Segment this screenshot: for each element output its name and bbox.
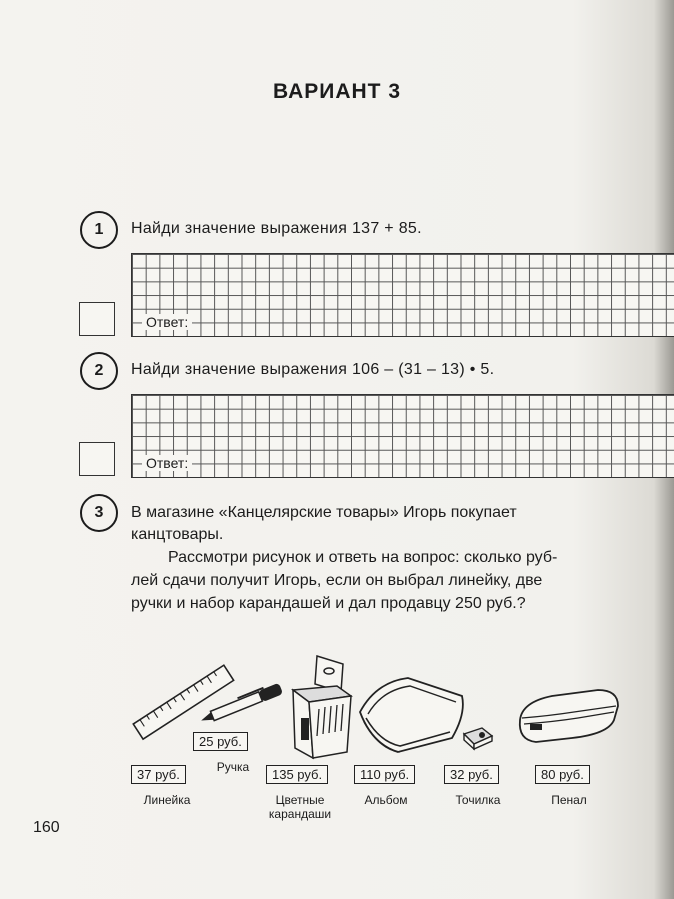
task-1-answer-grid[interactable] xyxy=(131,253,674,337)
pencil-case-label: Пенал xyxy=(551,793,587,807)
task-3-number: 3 xyxy=(80,494,118,532)
colored-pencils-box-icon xyxy=(281,654,361,762)
task-1-answer-label: Ответ: xyxy=(142,314,192,330)
sharpener-label: Точилка xyxy=(455,793,501,807)
pen-price: 25 руб. xyxy=(193,732,248,751)
colored-pencils-price: 135 руб. xyxy=(266,765,328,784)
task-2-text: Найди значение выражения 106 – (31 – 13) • 5. xyxy=(131,361,495,378)
ruler-price: 37 руб. xyxy=(131,765,186,784)
album-price: 110 руб. xyxy=(354,765,415,784)
task-1-score-box[interactable] xyxy=(79,302,115,336)
task-3-line-2: канцтовары. xyxy=(131,526,224,543)
task-3-line-1: В магазине «Канцелярские товары» Игорь покупает xyxy=(131,504,517,521)
pen-label: Ручка xyxy=(216,760,250,774)
task-2-score-box[interactable] xyxy=(79,442,115,476)
page-title: ВАРИАНТ 3 xyxy=(272,80,402,103)
task-2-answer-grid[interactable] xyxy=(131,394,674,478)
task-3-line-5: ручки и набор карандашей и дал продавцу 250 руб.? xyxy=(131,595,526,612)
sharpener-icon xyxy=(460,724,496,750)
task-1-text: Найди значение выражения 137 + 85. xyxy=(131,220,422,237)
task-3-line-4: лей сдачи получит Игорь, если он выбрал линейку, две xyxy=(131,572,543,589)
album-label: Альбом xyxy=(364,793,408,807)
pencil-case-icon xyxy=(512,686,624,746)
task-2-number: 2 xyxy=(80,352,118,390)
pencil-case-price: 80 руб. xyxy=(535,765,590,784)
album-icon xyxy=(354,672,472,758)
colored-pencils-label: Цветные карандаши xyxy=(268,793,332,821)
task-3-line-3: Рассмотри рисунок и ответь на вопрос: сколько руб- xyxy=(168,549,558,566)
task-2-answer-label: Ответ: xyxy=(142,455,192,471)
page-number: 160 xyxy=(33,819,60,836)
sharpener-price: 32 руб. xyxy=(444,765,499,784)
task-1-number: 1 xyxy=(80,211,118,249)
pen-icon xyxy=(196,682,288,726)
ruler-label: Линейка xyxy=(143,793,191,807)
